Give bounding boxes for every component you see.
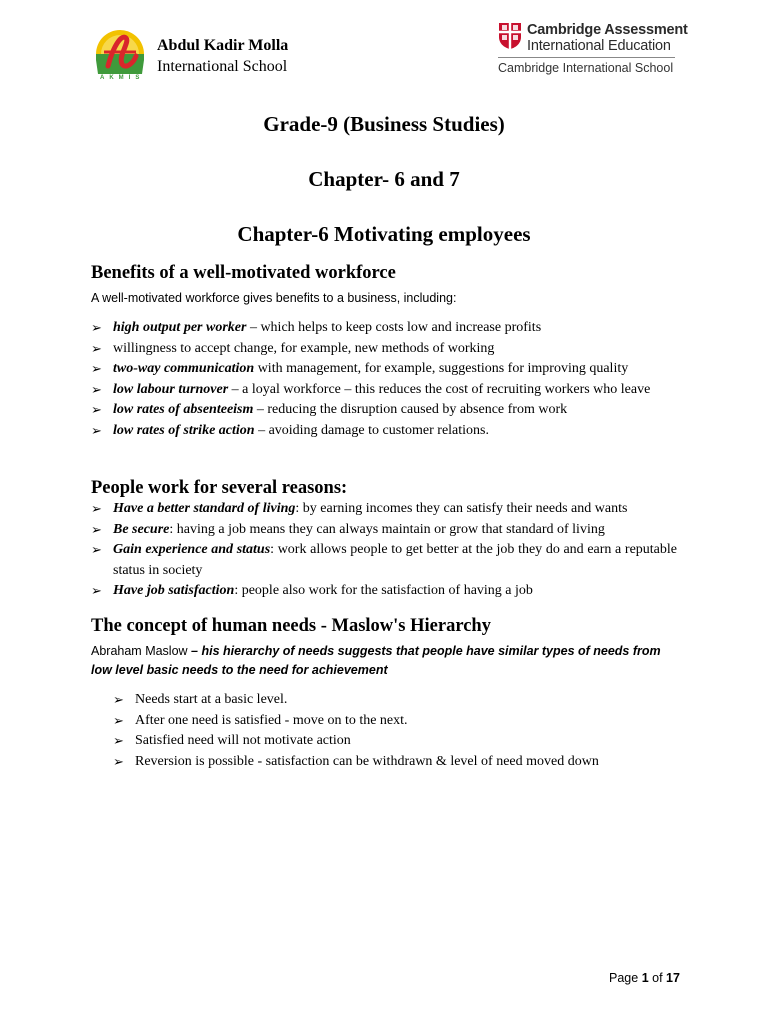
reasons-list bbox=[91, 499, 677, 602]
list-item bbox=[91, 540, 677, 581]
arrow-bullet-icon: ➢ bbox=[91, 542, 102, 557]
list-item-emphasis: Have job satisfaction bbox=[113, 583, 235, 598]
list-item-emphasis: low rates of strike action bbox=[113, 422, 255, 438]
arrow-bullet-icon: ➢ bbox=[113, 733, 124, 748]
cambridge-crest-icon bbox=[498, 22, 522, 50]
grade-title: Grade-9 (Business Studies) bbox=[263, 112, 505, 136]
list-item-text: : having a job means they can always maintain or grow that standard of living bbox=[169, 521, 605, 537]
arrow-bullet-icon: ➢ bbox=[113, 712, 124, 728]
benefits-intro: A well-motivated workforce gives benefits to a business, including: bbox=[91, 291, 457, 305]
list-item-text: : people also work for the satisfaction of having a job bbox=[234, 583, 533, 598]
page-current: 1 bbox=[641, 971, 649, 985]
list-item-emphasis: low labour turnover bbox=[113, 381, 229, 397]
maslow-heading: The concept of human needs - Maslow's Hierarchy bbox=[91, 616, 491, 636]
cambridge-line2: International Education bbox=[527, 38, 671, 54]
cambridge-line1: Cambridge Assessment bbox=[527, 22, 688, 38]
list-item-text: : work allows people to get better at the job they do and earn a reputable status in society bbox=[113, 542, 677, 578]
reasons-heading: People work for several reasons: bbox=[91, 478, 348, 498]
arrow-bullet-icon: ➢ bbox=[91, 381, 102, 397]
maslow-intro-name: Abraham Maslow bbox=[91, 644, 188, 658]
list-item-emphasis: Have a better standard of living bbox=[113, 501, 296, 516]
school-logo bbox=[92, 16, 148, 82]
arrow-bullet-icon: ➢ bbox=[91, 583, 102, 598]
cambridge-school-label: Cambridge International School bbox=[498, 61, 674, 75]
needs-list bbox=[113, 690, 673, 772]
list-item-emphasis: high output per worker bbox=[113, 320, 247, 335]
list-item bbox=[113, 690, 673, 711]
list-item bbox=[91, 400, 677, 421]
benefits-heading: Benefits of a well-motivated workforce bbox=[91, 263, 396, 283]
cambridge-divider bbox=[498, 57, 675, 58]
list-item-text: willingness to accept change, for example, new methods of working bbox=[113, 340, 495, 356]
list-item bbox=[91, 380, 677, 401]
list-item-text: – which helps to keep costs low and increase profits bbox=[246, 320, 542, 335]
logo-text: AKMIS bbox=[100, 75, 145, 81]
cambridge-name bbox=[527, 22, 707, 54]
arrow-bullet-icon: ➢ bbox=[91, 320, 102, 335]
list-item-emphasis: two-way communication bbox=[113, 361, 255, 376]
list-item bbox=[91, 421, 677, 442]
arrow-bullet-icon: ➢ bbox=[113, 692, 124, 707]
list-item bbox=[113, 752, 673, 773]
school-subtitle: International School bbox=[157, 58, 288, 75]
list-item-emphasis: Gain experience and status bbox=[113, 542, 271, 557]
list-item-text: – reducing the disruption caused by absence from work bbox=[253, 402, 568, 417]
page-number bbox=[609, 971, 680, 985]
school-name-block bbox=[157, 35, 288, 77]
maslow-intro-emphasis: – his hierarchy of needs suggests that people have similar types of needs from low level basic needs to the need for achievement bbox=[91, 644, 661, 677]
page-total: 17 bbox=[666, 971, 680, 985]
page-word: Page bbox=[609, 971, 639, 985]
list-item bbox=[113, 711, 673, 732]
chapters-title: Chapter- 6 and 7 bbox=[308, 167, 460, 191]
arrow-bullet-icon: ➢ bbox=[91, 402, 102, 417]
list-item bbox=[91, 339, 677, 360]
list-item-text: : by earning incomes they can satisfy their needs and wants bbox=[295, 501, 628, 516]
list-item bbox=[91, 520, 677, 541]
page-of: of bbox=[652, 971, 663, 985]
list-item-text: After one need is satisfied - move on to the next. bbox=[135, 712, 408, 728]
arrow-bullet-icon: ➢ bbox=[91, 501, 102, 516]
list-item-text: Reversion is possible - satisfaction can be withdrawn & level of need moved down bbox=[135, 753, 599, 769]
arrow-bullet-icon: ➢ bbox=[91, 422, 102, 438]
list-item-emphasis: Be secure bbox=[113, 521, 170, 537]
arrow-bullet-icon: ➢ bbox=[91, 361, 102, 376]
arrow-bullet-icon: ➢ bbox=[91, 340, 102, 356]
list-item-text: Needs start at a basic level. bbox=[135, 692, 288, 707]
benefits-list bbox=[91, 318, 677, 441]
list-item bbox=[91, 359, 677, 380]
list-item-text: Satisfied need will not motivate action bbox=[135, 733, 351, 748]
list-item-text: with management, for example, suggestions for improving quality bbox=[254, 361, 629, 376]
school-name: Abdul Kadir Molla bbox=[157, 37, 289, 54]
maslow-intro bbox=[91, 642, 681, 680]
list-item bbox=[113, 731, 673, 752]
list-item-text: – avoiding damage to customer relations. bbox=[254, 422, 490, 438]
arrow-bullet-icon: ➢ bbox=[91, 521, 102, 537]
list-item-emphasis: low rates of absenteeism bbox=[113, 402, 254, 417]
list-item-text: – a loyal workforce – this reduces the cost of recruiting workers who leave bbox=[228, 381, 651, 397]
list-item bbox=[91, 581, 677, 602]
chapter6-title: Chapter-6 Motivating employees bbox=[237, 222, 531, 246]
arrow-bullet-icon: ➢ bbox=[113, 753, 124, 769]
list-item bbox=[91, 318, 677, 339]
list-item bbox=[91, 499, 677, 520]
